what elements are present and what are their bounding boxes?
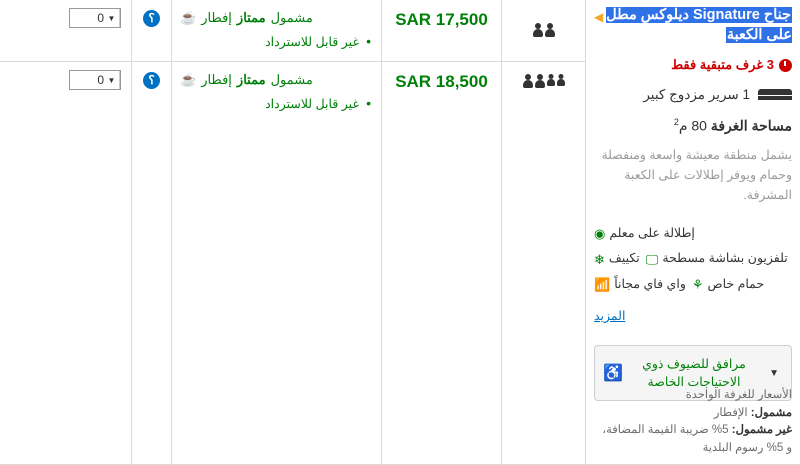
room-description-column xyxy=(585,0,800,465)
wheelchair-icon: ♿ xyxy=(603,365,623,383)
room-title-container[interactable] xyxy=(594,6,792,45)
price-note-excluded xyxy=(594,422,792,458)
breakfast-strong: ممتاز xyxy=(236,72,266,87)
facility-private-bathroom xyxy=(692,272,764,298)
breakfast-included-row-2 xyxy=(180,72,373,88)
chevron-left-icon: ◀ xyxy=(594,10,604,24)
room-title-link[interactable]: جناح Signature ديلوكس مطل على الكعبة xyxy=(606,7,792,43)
room-quantity-value: 0 xyxy=(97,73,104,87)
person-icon xyxy=(534,74,545,89)
conditions-column xyxy=(171,0,381,465)
scarcity-text: 3 غرف متبقية فقط xyxy=(671,57,774,73)
price-notes xyxy=(594,387,792,458)
refund-policy-row-2: • غير قابل للاسترداد xyxy=(180,96,373,111)
breakfast-prefix: إفطار xyxy=(201,10,232,25)
room-description-text: يشمل منطقة معيشة واسعة ومنفصلة وحمام ويوفر إطلالات على الكعبة المشرفة. xyxy=(601,147,792,202)
excluded-label: غير مشمول: xyxy=(731,424,792,437)
help-cell-row-1 xyxy=(132,0,171,62)
alert-icon xyxy=(779,59,792,72)
facility-label: حمام خاص xyxy=(707,277,765,292)
facilities-list xyxy=(594,221,792,330)
help-icon[interactable]: ؟ xyxy=(143,10,160,27)
scarcity-message xyxy=(594,57,792,73)
snowflake-icon: ❄ xyxy=(594,251,605,267)
refund-policy-row-1: • غير قابل للاسترداد xyxy=(180,34,373,49)
chevron-down-icon[interactable]: ▼ xyxy=(104,71,120,89)
room-quantity-value: 0 xyxy=(97,11,104,25)
room-quantity-select-row-1[interactable] xyxy=(69,8,121,28)
price-cell-row-1 xyxy=(382,0,501,62)
breakfast-suffix: مشمول xyxy=(270,10,313,25)
price-value: SAR 18,500 xyxy=(395,72,488,91)
included-value: الإفطار xyxy=(713,406,748,419)
breakfast-prefix: إفطار xyxy=(201,72,232,87)
shower-icon: ⚘ xyxy=(691,277,704,293)
tv-icon: 🖵 xyxy=(645,251,659,267)
breakfast-icon: ☕ xyxy=(180,10,197,25)
occupancy-cell-row-1 xyxy=(502,0,585,62)
facility-label: تلفزيون بشاشة مسطحة xyxy=(662,251,788,266)
select-cell-row-1 xyxy=(0,0,131,62)
person-icon xyxy=(522,74,533,89)
facilities-row-2 xyxy=(594,246,792,272)
facility-flat-screen-tv xyxy=(646,246,788,272)
person-icon xyxy=(546,74,555,87)
chevron-down-icon[interactable]: ▼ xyxy=(104,9,120,27)
room-size-unit: 2 xyxy=(673,117,679,128)
breakfast-included-row-1 xyxy=(180,10,373,26)
facility-air-conditioning xyxy=(594,246,640,272)
bed-icon xyxy=(758,87,792,103)
select-cell-row-2 xyxy=(0,62,131,465)
wifi-icon: 📶 xyxy=(594,277,611,293)
help-cell-row-2 xyxy=(132,62,171,465)
facility-landmark-view xyxy=(594,221,695,247)
price-note-per-room: الأسعار للغرفة الواحدة xyxy=(685,388,792,401)
eye-icon: ◉ xyxy=(594,226,606,242)
facilities-row-1 xyxy=(594,221,792,247)
room-size-label: مساحة الغرفة xyxy=(710,117,792,134)
conditions-cell-row-1 xyxy=(172,0,381,62)
facilities-row-3 xyxy=(594,272,792,329)
room-quantity-select-row-2[interactable] xyxy=(69,70,121,90)
excluded-value: 5% ضريبة القيمة المضافة، و 5% رسوم البلدية xyxy=(602,424,792,455)
price-value: SAR 17,500 xyxy=(395,10,488,29)
more-facilities-link[interactable]: المزيد xyxy=(594,308,626,323)
breakfast-icon: ☕ xyxy=(180,72,197,87)
person-icon xyxy=(556,74,565,87)
facility-free-wifi xyxy=(594,272,686,298)
bed-configuration xyxy=(594,87,792,103)
select-rooms-column xyxy=(0,0,131,465)
help-column xyxy=(131,0,171,465)
room-size xyxy=(594,117,792,135)
conditions-cell-row-2 xyxy=(172,62,381,465)
person-icon xyxy=(532,23,543,38)
chevron-down-icon[interactable]: ▼ xyxy=(769,367,779,379)
price-cell-row-2 xyxy=(382,62,501,465)
price-column xyxy=(381,0,501,465)
occupancy-column xyxy=(501,0,585,465)
facility-label: تكييف xyxy=(608,251,640,266)
help-icon[interactable]: ؟ xyxy=(143,72,160,89)
bed-label: 1 سرير مزدوج كبير xyxy=(643,87,750,103)
price-note-included xyxy=(594,405,792,423)
facility-label: إطلالة على معلم xyxy=(609,225,695,240)
room-size-value: 80 م xyxy=(678,117,707,134)
person-icon xyxy=(544,23,555,38)
facility-label: واي فاي مجاناً xyxy=(614,277,686,292)
included-label: مشمول: xyxy=(750,406,792,419)
breakfast-suffix: مشمول xyxy=(270,72,313,87)
occupancy-cell-row-2 xyxy=(502,62,585,465)
accessibility-label: مرافق للضيوف ذوي الاحتياجات الخاصة xyxy=(642,357,746,390)
breakfast-strong: ممتاز xyxy=(236,10,266,25)
